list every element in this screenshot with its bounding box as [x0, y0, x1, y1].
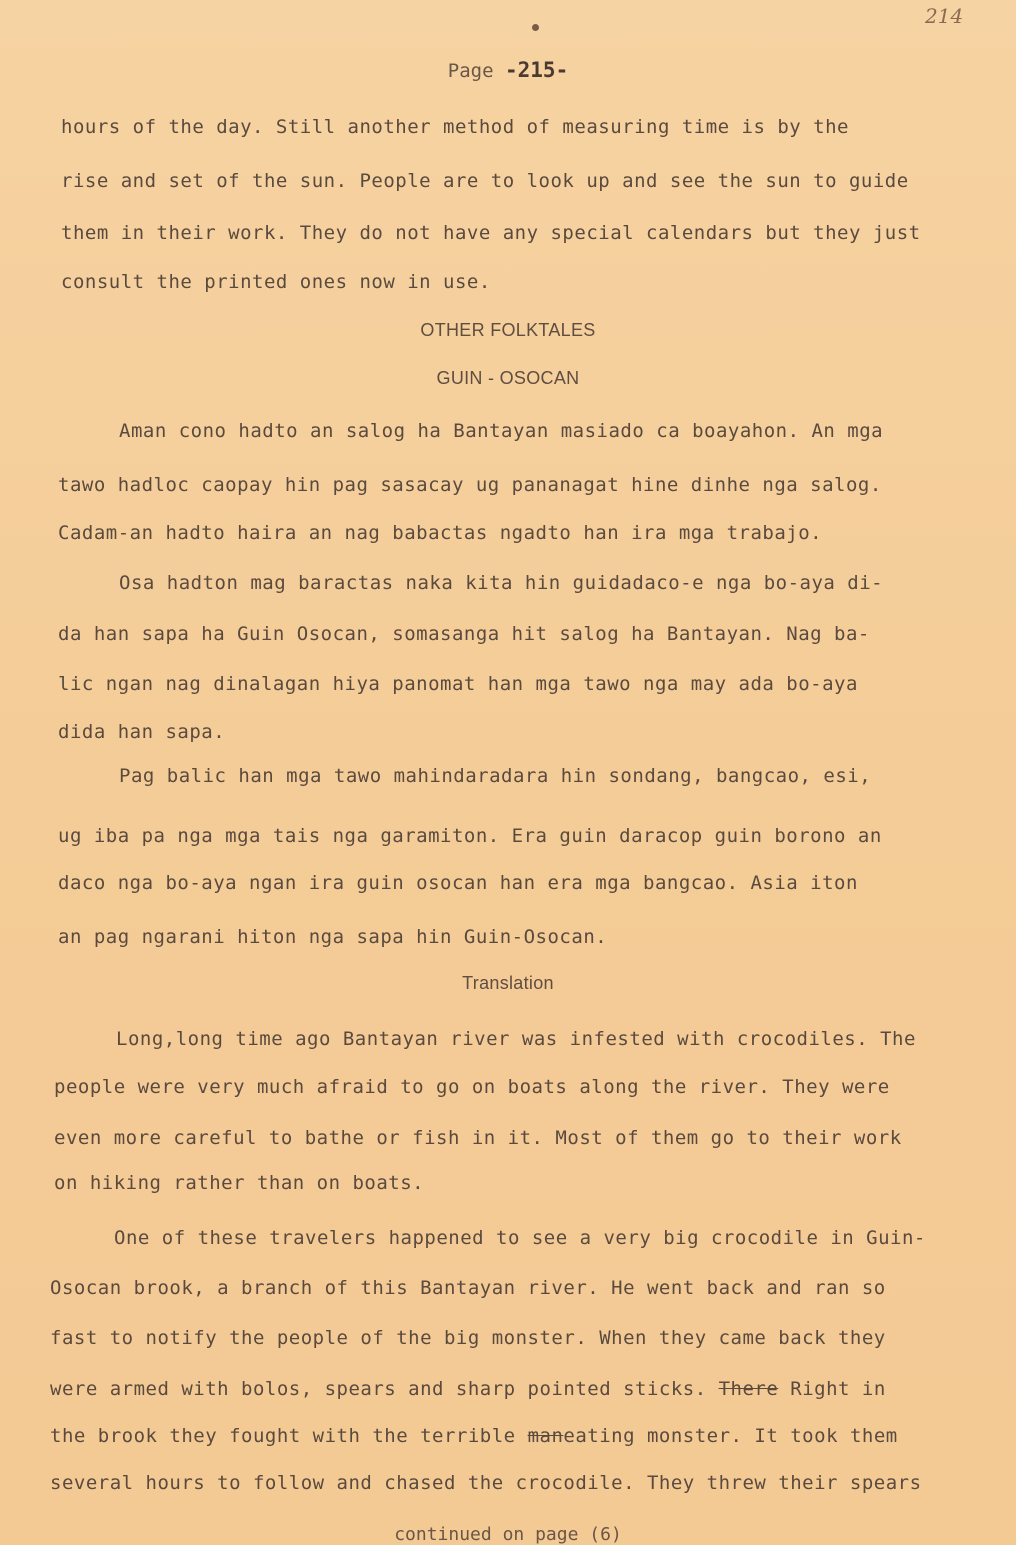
corrected-text: Right in	[790, 1378, 886, 1400]
story-line: tawo hadloc caopay hin pag sasacay ug pananagat hine dinhe nga salog.	[58, 474, 882, 496]
translation-line: on hiking rather than on boats.	[54, 1172, 425, 1194]
translation-line: fast to notify the people of the big monster. When they came back they	[50, 1327, 886, 1349]
struck-word: There	[718, 1378, 779, 1400]
section-heading: OTHER FOLKTALES	[420, 320, 596, 340]
translation-line: people were very much afraid to go on boats along the river. They were	[54, 1076, 890, 1098]
ink-dot	[532, 24, 539, 31]
translation-line: several hours to follow and chased the crocodile. They threw their spears	[50, 1472, 922, 1494]
translation-line: even more careful to bathe or fish in it. Most of them go to their work	[54, 1127, 902, 1149]
translation-line	[50, 1425, 898, 1447]
story-line: an pag ngarani hiton nga sapa hin Guin-Osocan.	[58, 926, 608, 948]
story-line: Aman cono hadto an salog ha Bantayan masiado ca boayahon. An mga	[119, 420, 884, 442]
translation-heading: Translation	[462, 973, 554, 993]
struck-word: man	[527, 1425, 564, 1447]
story-line: dida han sapa.	[58, 721, 226, 743]
page-header-prefix: Page	[447, 60, 494, 82]
page-header-number: -215-	[505, 58, 569, 82]
intro-line: hours of the day. Still another method of measuring time is by the	[61, 116, 849, 138]
intro-line: rise and set of the sun. People are to look up and see the sun to guide	[61, 170, 909, 192]
story-title: GUIN - OSOCAN	[436, 368, 580, 388]
translation-line: One of these travelers happened to see a very big crocodile in Guin-	[114, 1227, 926, 1249]
intro-line: consult the printed ones now in use.	[61, 271, 491, 293]
intro-line: them in their work. They do not have any special calendars but they just	[61, 222, 921, 244]
story-line: da han sapa ha Guin Osocan, somasanga hit salog ha Bantayan. Nag ba-	[58, 623, 870, 645]
translation-line: Osocan brook, a branch of this Bantayan river. He went back and ran so	[50, 1277, 886, 1299]
translation-text: the brook they fought with the terrible	[50, 1425, 516, 1447]
story-line: lic ngan nag dinalagan hiya panomat han mga tawo nga may ada bo-aya	[58, 673, 858, 695]
translation-line	[50, 1378, 886, 1400]
translation-text: were armed with bolos, spears and sharp pointed sticks.	[50, 1378, 707, 1400]
story-line: Pag balic han mga tawo mahindaradara hin sondang, bangcao, esi,	[119, 765, 872, 787]
story-line: Osa hadton mag baractas naka kita hin guidadaco-e nga bo-aya di-	[119, 572, 884, 594]
story-line: daco nga bo-aya ngan ira guin osocan han era mga bangcao. Asia iton	[58, 872, 858, 894]
corner-page-number: 214	[925, 4, 964, 28]
continuation-note: continued on page (6)	[394, 1524, 622, 1545]
page-header	[0, 58, 1016, 82]
story-line: ug iba pa nga mga tais nga garamiton. Era guin daracop guin borono an	[58, 825, 882, 847]
story-line: Cadam-an hadto haira an nag babactas ngadto han ira mga trabajo.	[58, 522, 823, 544]
corrected-text: eating monster. It took them	[563, 1425, 898, 1447]
translation-line: Long,long time ago Bantayan river was infested with crocodiles. The	[116, 1028, 916, 1050]
